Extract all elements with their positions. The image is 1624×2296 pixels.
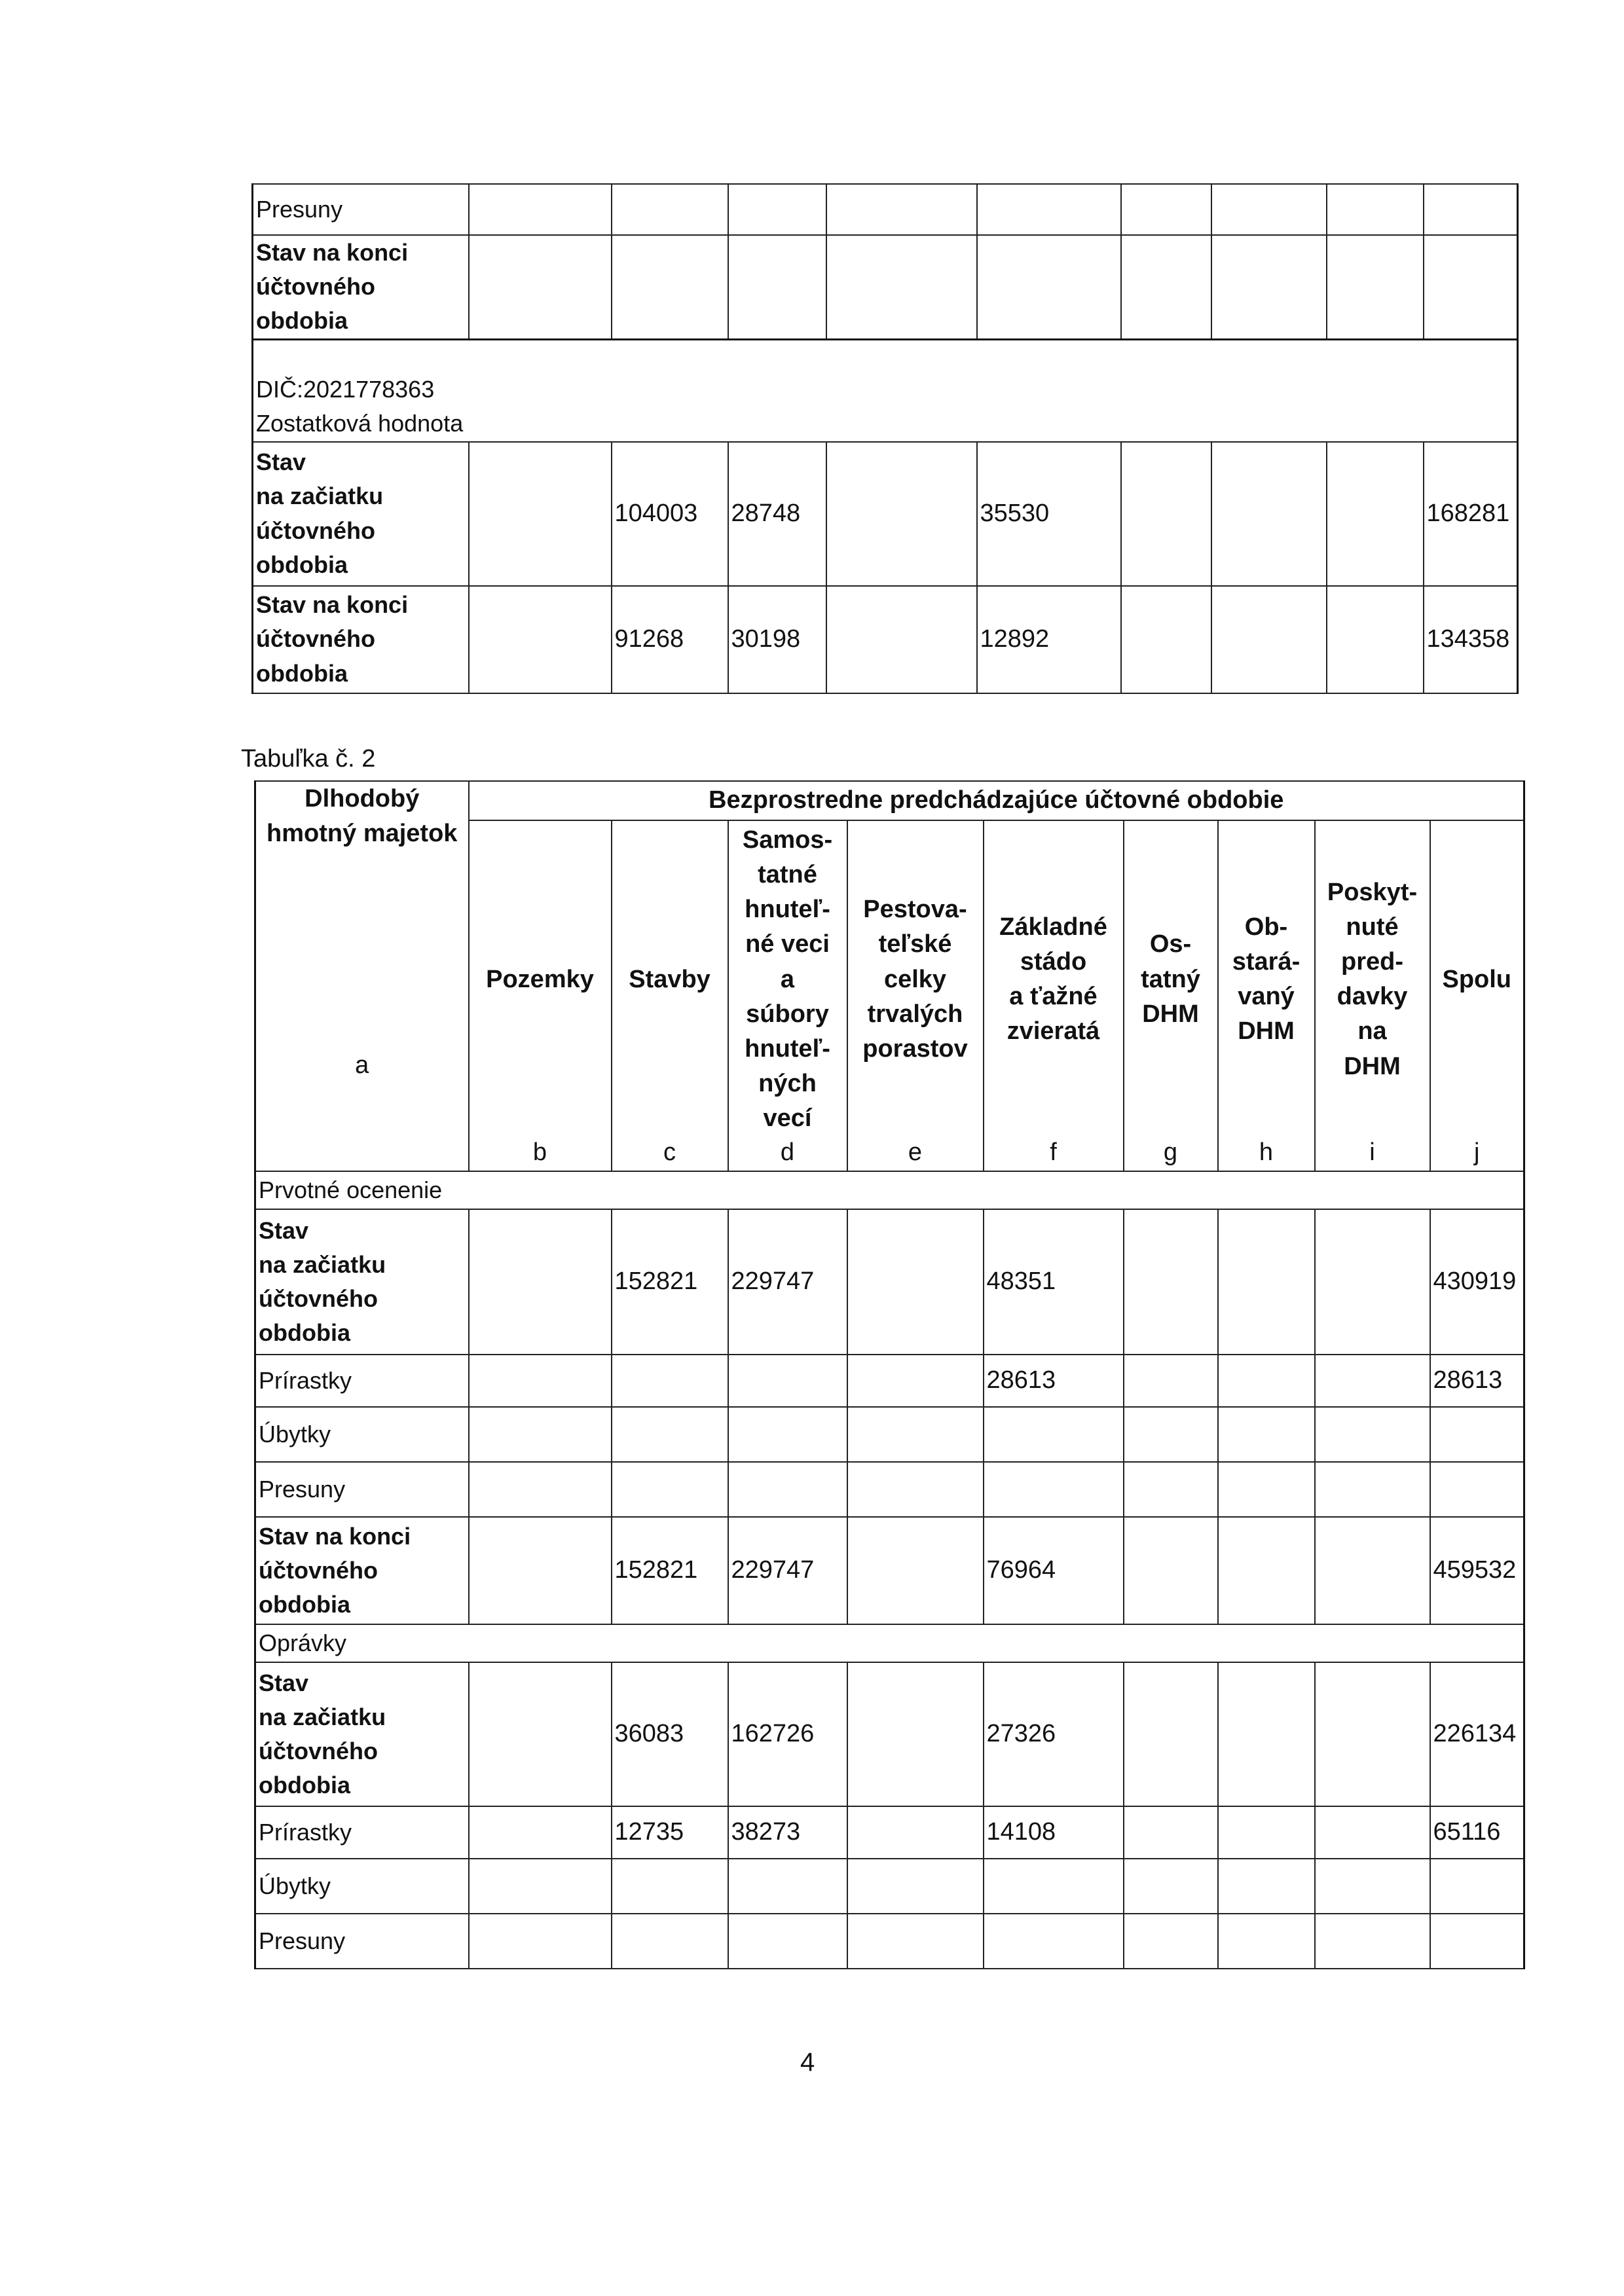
value-cell xyxy=(847,1462,984,1517)
section-row xyxy=(255,1171,1524,1209)
value-cell xyxy=(847,1407,984,1462)
column-letter: j xyxy=(1474,1139,1480,1167)
value-cell xyxy=(728,184,826,235)
column-title: Stavby xyxy=(629,965,710,993)
value-cell xyxy=(1430,1859,1524,1914)
value-cell xyxy=(847,1662,984,1806)
value-cell xyxy=(728,1462,847,1517)
value-cell xyxy=(1121,442,1211,586)
row-label: Prírastky xyxy=(255,1355,469,1407)
value-cell xyxy=(826,184,977,235)
table-row xyxy=(253,235,1518,339)
value-cell xyxy=(1121,235,1211,339)
column-title: Ob- stará- vaný DHM xyxy=(1232,913,1301,1046)
value-cell xyxy=(1315,1355,1430,1407)
value-cell xyxy=(826,586,977,693)
value-cell xyxy=(469,1914,612,1969)
value-cell xyxy=(728,1407,847,1462)
corner-title: Dlhodobý hmotný majetok xyxy=(267,785,458,848)
column-header xyxy=(847,820,984,1171)
value-cell xyxy=(1315,1662,1430,1806)
column-title: Základné stádo a ťažné zvieratá xyxy=(999,913,1107,1046)
value-cell: 12735 xyxy=(612,1806,728,1859)
value-cell: 459532 xyxy=(1430,1517,1524,1624)
table-row xyxy=(255,1806,1524,1859)
value-cell xyxy=(728,1859,847,1914)
table-row xyxy=(253,586,1518,693)
row-label: Presuny xyxy=(255,1462,469,1517)
value-cell xyxy=(1211,442,1327,586)
value-cell xyxy=(1124,1517,1218,1624)
section-row xyxy=(255,1624,1524,1662)
value-cell xyxy=(612,1914,728,1969)
value-cell xyxy=(612,1462,728,1517)
value-cell xyxy=(469,1355,612,1407)
value-cell xyxy=(977,235,1121,339)
value-cell: 12892 xyxy=(977,586,1121,693)
value-cell: 27326 xyxy=(984,1662,1124,1806)
value-cell xyxy=(1211,235,1327,339)
value-cell xyxy=(612,1407,728,1462)
row-label: Úbytky xyxy=(255,1859,469,1914)
value-cell xyxy=(469,1517,612,1624)
value-cell xyxy=(977,184,1121,235)
value-cell xyxy=(1315,1407,1430,1462)
value-cell xyxy=(847,1517,984,1624)
value-cell xyxy=(1218,1662,1315,1806)
table-row xyxy=(255,1462,1524,1517)
value-cell xyxy=(1424,184,1518,235)
value-cell: 35530 xyxy=(977,442,1121,586)
value-cell: 36083 xyxy=(612,1662,728,1806)
value-cell xyxy=(469,442,612,586)
value-cell xyxy=(1124,1355,1218,1407)
table-row xyxy=(255,1355,1524,1407)
column-header xyxy=(1430,820,1524,1171)
table-row xyxy=(253,184,1518,235)
value-cell: 28613 xyxy=(984,1355,1124,1407)
column-title: Samos- tatné hnuteľ- né veci a súbory hnuteľ- ných vecí xyxy=(742,826,833,1133)
value-cell xyxy=(612,1859,728,1914)
value-cell xyxy=(847,1914,984,1969)
value-cell xyxy=(984,1859,1124,1914)
row-label: Stav na konci účtovného obdobia xyxy=(253,586,469,693)
value-cell xyxy=(1327,184,1424,235)
value-cell xyxy=(1315,1209,1430,1355)
value-cell: 162726 xyxy=(728,1662,847,1806)
table-row xyxy=(255,1407,1524,1462)
table-caption: Tabuľka č. 2 xyxy=(241,745,376,773)
value-cell: 30198 xyxy=(728,586,826,693)
fixed-assets-table-continued xyxy=(251,183,1519,694)
value-cell xyxy=(469,1806,612,1859)
value-cell: 152821 xyxy=(612,1209,728,1355)
value-cell xyxy=(469,235,612,339)
value-cell xyxy=(1315,1859,1430,1914)
value-cell: 229747 xyxy=(728,1517,847,1624)
value-cell xyxy=(612,184,728,235)
value-cell xyxy=(469,586,612,693)
value-cell xyxy=(984,1914,1124,1969)
value-cell xyxy=(1430,1407,1524,1462)
row-label: Stav na začiatku účtovného obdobia xyxy=(255,1662,469,1806)
table-row xyxy=(255,1914,1524,1969)
value-cell xyxy=(728,235,826,339)
value-cell: 65116 xyxy=(1430,1806,1524,1859)
row-label: Presuny xyxy=(253,184,469,235)
value-cell xyxy=(1124,1407,1218,1462)
value-cell: 229747 xyxy=(728,1209,847,1355)
value-cell xyxy=(1211,184,1327,235)
row-label: Stav na začiatku účtovného obdobia xyxy=(253,442,469,586)
column-letter: f xyxy=(1050,1139,1057,1167)
value-cell xyxy=(1218,1859,1315,1914)
value-cell xyxy=(1218,1407,1315,1462)
row-label: Prírastky xyxy=(255,1806,469,1859)
value-cell: 430919 xyxy=(1430,1209,1524,1355)
value-cell xyxy=(1315,1806,1430,1859)
column-title: Spolu xyxy=(1442,965,1512,993)
column-letter: g xyxy=(1163,1139,1178,1167)
value-cell xyxy=(847,1355,984,1407)
value-cell: 38273 xyxy=(728,1806,847,1859)
value-cell: 91268 xyxy=(612,586,728,693)
value-cell xyxy=(469,1407,612,1462)
value-cell xyxy=(847,1859,984,1914)
value-cell: 168281 xyxy=(1424,442,1518,586)
row-label: Stav na začiatku účtovného obdobia xyxy=(255,1209,469,1355)
value-cell: 48351 xyxy=(984,1209,1124,1355)
value-cell xyxy=(1124,1209,1218,1355)
row-label: Úbytky xyxy=(255,1407,469,1462)
value-cell xyxy=(469,1662,612,1806)
value-cell xyxy=(1218,1806,1315,1859)
value-cell xyxy=(1327,586,1424,693)
section-title: Prvotné ocenenie xyxy=(255,1171,1524,1209)
section-title: Oprávky xyxy=(255,1624,1524,1662)
value-cell: 226134 xyxy=(1430,1662,1524,1806)
value-cell xyxy=(612,1355,728,1407)
period-group-header: Bezprostredne predchádzajúce účtovné obdobie xyxy=(469,781,1524,820)
column-header xyxy=(728,820,847,1171)
value-cell xyxy=(826,442,977,586)
column-letter: a xyxy=(355,1051,369,1079)
column-header xyxy=(469,820,612,1171)
value-cell xyxy=(847,1806,984,1859)
value-cell xyxy=(469,1859,612,1914)
value-cell xyxy=(1327,235,1424,339)
value-cell xyxy=(1424,235,1518,339)
value-cell: 104003 xyxy=(612,442,728,586)
column-header xyxy=(1124,820,1218,1171)
table-row xyxy=(253,442,1518,586)
header-row xyxy=(255,781,1524,820)
column-title: Pestova- teľské celky trvalých porastov xyxy=(862,896,968,1063)
value-cell xyxy=(1315,1914,1430,1969)
row-label: Presuny xyxy=(255,1914,469,1969)
value-cell xyxy=(612,235,728,339)
table-row xyxy=(255,1209,1524,1355)
value-cell: 14108 xyxy=(984,1806,1124,1859)
dic-cell xyxy=(253,339,1518,442)
page-number: 4 xyxy=(800,2048,815,2077)
value-cell xyxy=(847,1209,984,1355)
column-header xyxy=(1218,820,1315,1171)
column-letter: b xyxy=(532,1139,547,1167)
value-cell: 76964 xyxy=(984,1517,1124,1624)
value-cell: 28613 xyxy=(1430,1355,1524,1407)
value-cell xyxy=(1124,1914,1218,1969)
value-cell xyxy=(1124,1859,1218,1914)
value-cell xyxy=(1218,1517,1315,1624)
value-cell xyxy=(469,184,612,235)
value-cell xyxy=(728,1355,847,1407)
table-row xyxy=(255,1517,1524,1624)
value-cell xyxy=(1315,1462,1430,1517)
column-header xyxy=(984,820,1124,1171)
value-cell xyxy=(1430,1914,1524,1969)
table-row xyxy=(255,1662,1524,1806)
fixed-assets-table-2 xyxy=(254,780,1525,1969)
column-letter: d xyxy=(780,1139,795,1167)
value-cell: 152821 xyxy=(612,1517,728,1624)
column-header xyxy=(1315,820,1430,1171)
value-cell xyxy=(1218,1355,1315,1407)
section-title: Zostatková hodnota xyxy=(256,410,464,437)
column-title: Poskyt- nuté pred- davky na DHM xyxy=(1327,878,1418,1080)
table-row xyxy=(255,1859,1524,1914)
value-cell xyxy=(1121,586,1211,693)
value-cell xyxy=(1124,1806,1218,1859)
dic-text: DIČ:2021778363 xyxy=(256,376,435,403)
value-cell xyxy=(1315,1517,1430,1624)
value-cell xyxy=(728,1914,847,1969)
value-cell xyxy=(469,1209,612,1355)
dic-row xyxy=(253,339,1518,442)
value-cell xyxy=(1218,1209,1315,1355)
value-cell xyxy=(1218,1914,1315,1969)
column-header xyxy=(612,820,728,1171)
value-cell xyxy=(1430,1462,1524,1517)
value-cell xyxy=(1124,1662,1218,1806)
value-cell xyxy=(1211,586,1327,693)
value-cell xyxy=(984,1462,1124,1517)
value-cell xyxy=(984,1407,1124,1462)
value-cell: 134358 xyxy=(1424,586,1518,693)
column-letter: i xyxy=(1369,1139,1375,1167)
value-cell xyxy=(1124,1462,1218,1517)
corner-header xyxy=(255,781,469,1171)
column-title: Pozemky xyxy=(486,965,594,993)
value-cell: 28748 xyxy=(728,442,826,586)
column-letter: h xyxy=(1259,1139,1274,1167)
value-cell xyxy=(1327,442,1424,586)
column-letter: c xyxy=(663,1139,676,1167)
value-cell xyxy=(1121,184,1211,235)
value-cell xyxy=(1218,1462,1315,1517)
row-label: Stav na konci účtovného obdobia xyxy=(253,235,469,339)
value-cell xyxy=(469,1462,612,1517)
column-letter: e xyxy=(908,1139,923,1167)
column-title: Os- tatný DHM xyxy=(1141,930,1200,1028)
value-cell xyxy=(826,235,977,339)
row-label: Stav na konci účtovného obdobia xyxy=(255,1517,469,1624)
